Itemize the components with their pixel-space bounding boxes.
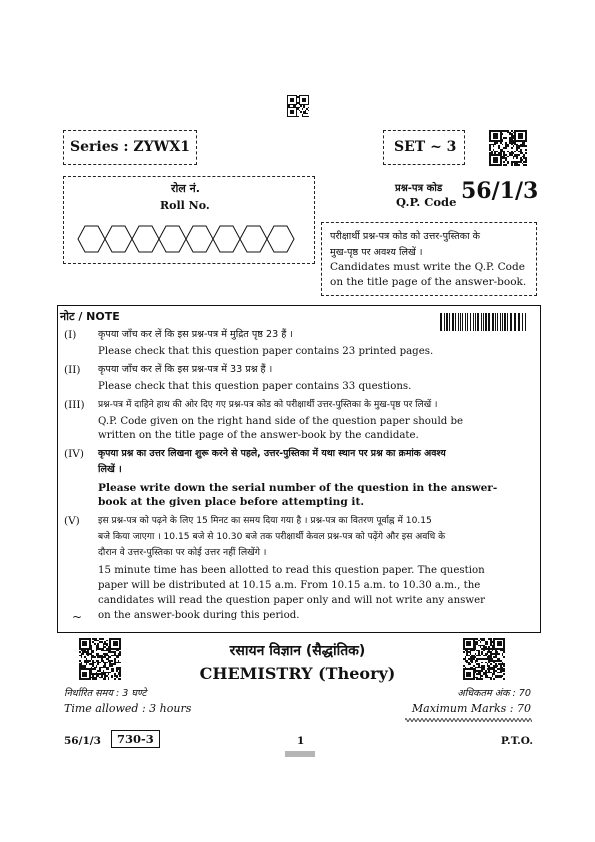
note-item-5-english-1: 15 minute time has been allotted to read this question paper. The question: [98, 565, 485, 576]
top-qr-code: [287, 95, 309, 117]
please-turn-over: P.T.O.: [500, 735, 533, 747]
qp-code-value: 56/1/3: [461, 178, 539, 204]
note-item-4-hindi-2: लिखें ।: [98, 464, 122, 475]
note-item-3-number: (III): [64, 399, 85, 411]
set-label: SET ~ 3: [394, 139, 457, 155]
set-qr-code: [489, 130, 527, 166]
footer-paper-number: 730-3: [111, 730, 160, 748]
instruction-hindi-line-2: मुख-पृष्ठ पर अवश्य लिखें ।: [330, 247, 423, 258]
note-barcode: [440, 313, 527, 331]
note-item-4-number: (IV): [64, 448, 84, 460]
note-item-5-number: (V): [64, 515, 80, 527]
note-item-2-english: Please check that this question paper contains 33 questions.: [98, 381, 412, 392]
roll-hindi-label: रोल नं.: [171, 182, 200, 195]
roll-number-hexagon-boxes: [72, 220, 308, 258]
note-item-2-number: (II): [64, 364, 81, 376]
subject-hindi: रसायन विज्ञान (सैद्धांतिक): [229, 643, 366, 659]
note-item-1-number: (I): [64, 329, 77, 341]
note-item-1-english: Please check that this question paper contains 23 printed pages.: [98, 346, 434, 357]
note-item-4-hindi-1: कृपया प्रश्न का उत्तर लिखना शुरू करने से पहले, उत्तर-पुस्तिका में यथा स्थान पर प्रश्न का क्रमांक अवश्य: [98, 448, 446, 459]
qp-code-hindi-label: प्रश्न-पत्र कोड: [395, 183, 443, 194]
note-heading: नोट / NOTE: [60, 310, 120, 323]
note-item-5-english-2: paper will be distributed at 10.15 a.m. From 10.15 a.m. to 10.30 a.m., the: [98, 580, 481, 591]
series-label: Series : ZYWX1: [70, 139, 190, 155]
note-item-1-hindi: कृपया जाँच कर लें कि इस प्रश्न-पत्र में मुद्रित पृष्ठ 23 हैं ।: [98, 329, 294, 340]
note-item-3-english-2: written on the title page of the answer-book by the candidate.: [98, 430, 419, 441]
note-item-3-english-1: Q.P. Code given on the right hand side of the question paper should be: [98, 416, 464, 427]
max-marks-english: Maximum Marks : 70: [411, 702, 531, 715]
note-item-5-english-4: on the answer-book during this period.: [98, 610, 300, 621]
note-item-2-hindi: कृपया जाँच कर लें कि इस प्रश्न-पत्र में 33 प्रश्न हैं ।: [98, 364, 273, 375]
wavy-separator: [405, 716, 532, 724]
note-tilde: ~: [72, 610, 83, 624]
time-allowed-hindi: निर्धारित समय : 3 घण्टे: [64, 688, 147, 699]
note-item-3-hindi: प्रश्न-पत्र में दाहिने हाथ की ओर दिए गए प्रश्न-पत्र कोड को परीक्षार्थी उत्तर-पुस्तिका के मुख-पृष्ठ पर लिखें ।: [98, 400, 438, 410]
page-number: 1: [297, 735, 305, 747]
note-item-5-hindi-1: इस प्रश्न-पत्र को पढ़ने के लिए 15 मिनट का समय दिया गया है । प्रश्न-पत्र का वितरण पूर्वाह्न में 10.15: [98, 516, 432, 526]
note-item-4-english-1: Please write down the serial number of the question in the answer-: [98, 482, 498, 494]
time-allowed-english: Time allowed : 3 hours: [64, 702, 192, 715]
note-item-5-hindi-3: दौरान वे उत्तर-पुस्तिका पर कोई उत्तर नहीं लिखेंगे ।: [98, 547, 267, 558]
footer-code: 56/1/3: [64, 735, 101, 747]
instruction-hindi-line-1: परीक्षार्थी प्रश्न-पत्र कोड को उत्तर-पुस्तिका के: [330, 231, 480, 242]
note-item-5-english-3: candidates will read the question paper only and will not write any answer: [98, 595, 485, 606]
instruction-english-line-2: on the title page of the answer-book.: [330, 276, 527, 288]
max-marks-hindi: अधिकतम अंक : 70: [457, 688, 531, 699]
instruction-english-line-1: Candidates must write the Q.P. Code: [330, 261, 525, 273]
note-item-5-hindi-2: बजे किया जाएगा । 10.15 बजे से 10.30 बजे तक परीक्षार्थी केवल प्रश्न-पत्र को पढ़ेंगे और इस अवधि के: [98, 532, 446, 542]
note-item-4-english-2: book at the given place before attempting it.: [98, 496, 365, 508]
subject-english: CHEMISTRY (Theory): [199, 664, 396, 683]
qp-code-english-label: Q.P. Code: [396, 195, 457, 209]
roll-english-label: Roll No.: [160, 199, 210, 212]
page-number-bar: [285, 751, 315, 757]
